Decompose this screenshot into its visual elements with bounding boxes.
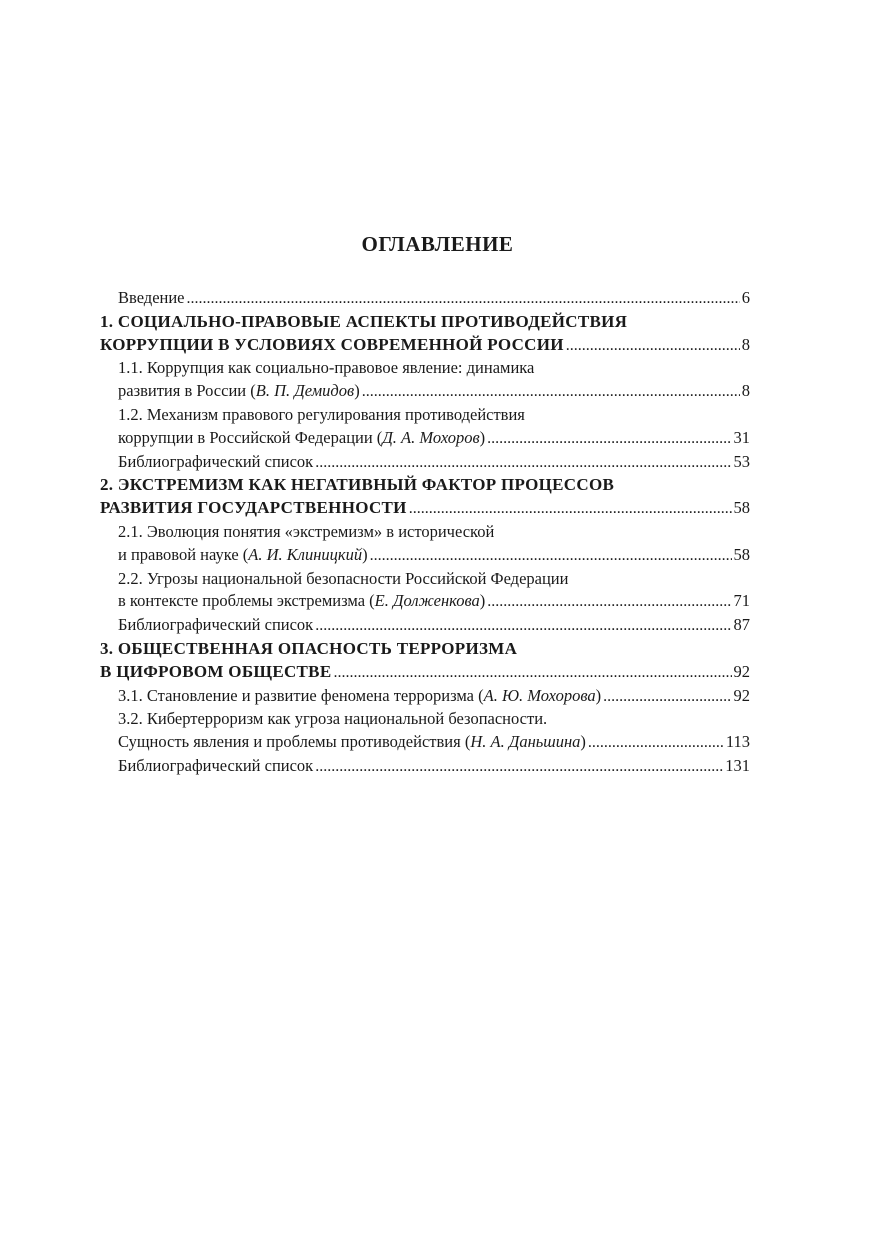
- toc-entry-1-2-line1[interactable]: 1.2. Механизм правового регулирования противодействия: [118, 404, 525, 424]
- dot-leader: [409, 498, 732, 521]
- author-name: А. Ю. Мохорова: [483, 685, 596, 705]
- dot-leader: [487, 428, 731, 451]
- dot-leader: [487, 591, 731, 614]
- dot-leader: [315, 615, 731, 638]
- author-name: В. П. Демидов: [255, 381, 355, 401]
- toc-section-3-line2[interactable]: В ЦИФРОВОМ ОБЩЕСТВЕ ..... 92: [100, 661, 750, 685]
- page-number: 87: [733, 615, 750, 635]
- page-number: 58: [733, 544, 750, 564]
- author-name: Д. А. Мохоров: [382, 427, 480, 447]
- dot-leader: [566, 335, 740, 358]
- dot-leader: [370, 545, 732, 568]
- toc-entry-2-2-line2[interactable]: в контексте проблемы экстремизма (Е. Долженкова) ..... 71: [100, 590, 750, 614]
- page-number: 8: [741, 334, 750, 354]
- page-number: 58: [733, 498, 750, 518]
- toc-entry-1-2-line2[interactable]: коррупции в Российской Федерации (Д. А. Мохоров) ..... 31: [100, 427, 750, 451]
- page-title: ОГЛАВЛЕНИЕ: [361, 232, 514, 256]
- toc-entry-1-1-line2[interactable]: развития в России (В. П. Демидов) ..... 8: [100, 380, 750, 404]
- dot-leader: [333, 662, 731, 685]
- toc-entry-1-1-line1[interactable]: 1.1. Коррупция как социально-правовое явление: динамика: [118, 358, 535, 378]
- dot-leader: [187, 288, 740, 311]
- table-of-contents: [100, 287, 750, 779]
- toc-section-2-line1[interactable]: 2. ЭКСТРЕМИЗМ КАК НЕГАТИВНЫЙ ФАКТОР ПРОЦЕССОВ: [100, 475, 615, 495]
- toc-entry-2-bibliography[interactable]: Библиографический список ..... 87: [100, 614, 750, 638]
- toc-entry-2-1-line2[interactable]: и правовой науке (А. И. Клиницкий) ..... 58: [100, 544, 750, 568]
- page-number: 71: [733, 591, 750, 611]
- dot-leader: [315, 756, 723, 779]
- page-number: 92: [733, 661, 750, 681]
- page-number: 113: [725, 732, 750, 752]
- toc-entry-3-1[interactable]: 3.1. Становление и развитие феномена терроризма (А. Ю. Мохорова) ..... 92: [100, 685, 750, 709]
- page-number: 131: [725, 755, 750, 775]
- toc-section-1-line1[interactable]: 1. СОЦИАЛЬНО-ПРАВОВЫЕ АСПЕКТЫ ПРОТИВОДЕЙСТВИЯ: [100, 311, 628, 331]
- page-number: 53: [733, 451, 750, 471]
- toc-entry-2-1-line1[interactable]: 2.1. Эволюция понятия «экстремизм» в исторической: [118, 521, 495, 541]
- toc-entry-intro[interactable]: Введение ..... 6: [100, 287, 750, 311]
- dot-leader: [588, 732, 724, 755]
- toc-entry-3-bibliography[interactable]: Библиографический список ..... 131: [100, 755, 750, 779]
- page-number: 31: [733, 427, 750, 447]
- toc-entry-3-2-line2[interactable]: Сущность явления и проблемы противодействия (Н. А. Даньшина) ..... 113: [100, 731, 750, 755]
- dot-leader: [603, 686, 731, 709]
- author-name: Е. Долженкова: [374, 591, 480, 611]
- toc-section-3-line1[interactable]: 3. ОБЩЕСТВЕННАЯ ОПАСНОСТЬ ТЕРРОРИЗМА: [100, 638, 518, 658]
- toc-entry-1-bibliography[interactable]: Библиографический список ..... 53: [100, 451, 750, 475]
- toc-section-1-line2[interactable]: КОРРУПЦИИ В УСЛОВИЯХ СОВРЕМЕННОЙ РОССИИ ..... 8: [100, 334, 750, 358]
- page-number: 8: [741, 381, 750, 401]
- author-name: Н. А. Даньшина: [470, 732, 581, 752]
- toc-entry-2-2-line1[interactable]: 2.2. Угрозы национальной безопасности Российской Федерации: [118, 568, 569, 588]
- page-number: 92: [733, 685, 750, 705]
- author-name: А. И. Клиницкий: [248, 544, 363, 564]
- dot-leader: [315, 452, 731, 475]
- toc-entry-3-2-line1[interactable]: 3.2. Кибертерроризм как угроза национальной безопасности.: [118, 709, 548, 729]
- dot-leader: [362, 381, 740, 404]
- page-number: 6: [741, 288, 750, 307]
- toc-section-2-line2[interactable]: РАЗВИТИЯ ГОСУДАРСТВЕННОСТИ ..... 58: [100, 497, 750, 521]
